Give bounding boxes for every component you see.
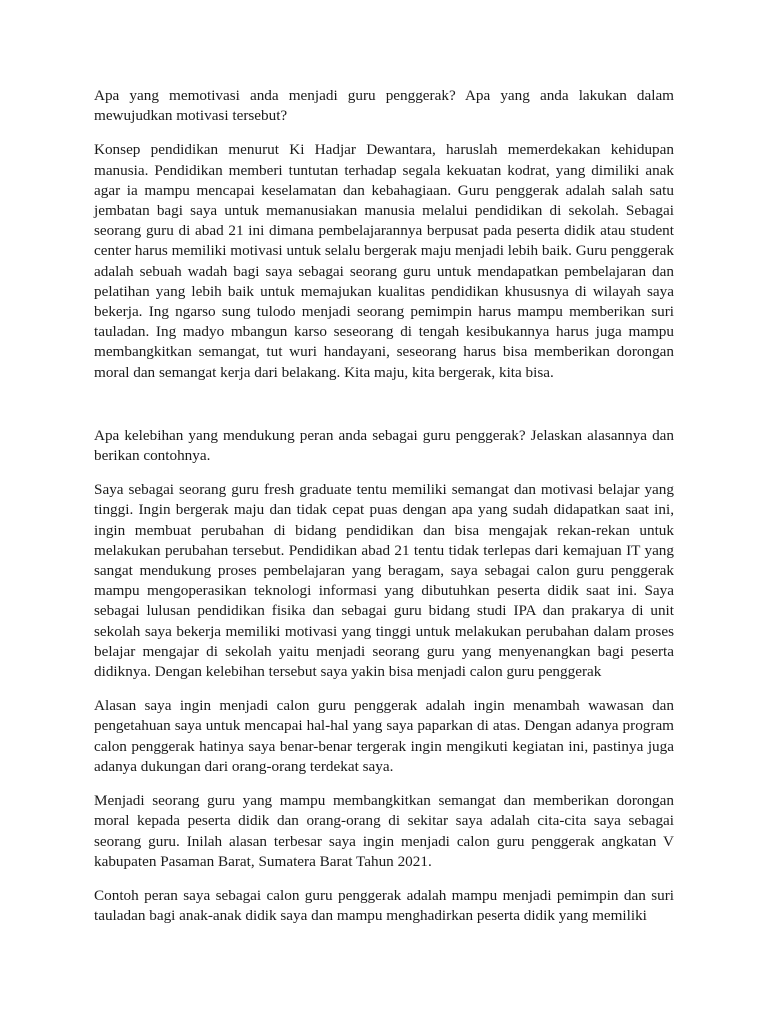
answer-2-paragraph-2: Alasan saya ingin menjadi calon guru penggerak adalah ingin menambah wawasan dan pengetahuan saya untuk mencapai hal-hal yang saya paparkan di atas. Dengan adanya program calon penggerak hatinya saya benar-benar tergerak ingin mengikuti kegiatan ini, pastinya juga adanya dukungan dari orang-orang terdekat saya.: [94, 697, 674, 775]
question-2: Apa kelebihan yang mendukung peran anda sebagai guru penggerak? Jelaskan alasannya dan berikan contohnya.: [94, 426, 674, 465]
section-spacer: [94, 397, 674, 426]
answer-2-paragraph-1: Saya sebagai seorang guru fresh graduate tentu memiliki semangat dan motivasi belajar yang tinggi. Ingin bergerak maju dan tidak cepat puas dengan apa yang sudah didapatkan saat ini, ingin membuat perubahan di bidang pendidikan dan bisa mengajak rekan-rekan untuk melakukan perubahan tersebut. Pendidikan abad 21 tentu tidak terlepas dari kemajuan IT yang sangat mendukung proses pembelajaran yang beragam, saya sebagai calon guru penggerak mampu mengoperasikan teknologi informasi yang dibutuhkan peserta didik saat ini. Saya sebagai lulusan pendidikan fisika dan sebagai guru bidang studi IPA dan prakarya di unit sekolah saya bekerja memiliki motivasi yang tinggi untuk melakukan perubahan dalam proses belajar mengajar di sekolah yaitu menjadi seorang guru yang menyenangkan bagi peserta didiknya. Dengan kelebihan tersebut saya yakin bisa menjadi calon guru penggerak: [94, 481, 674, 681]
question-1: Apa yang memotivasi anda menjadi guru penggerak? Apa yang anda lakukan dalam mewujudkan motivasi tersebut?: [94, 87, 674, 125]
answer-2-paragraph-4: Contoh peran saya sebagai calon guru penggerak adalah mampu menjadi pemimpin dan suri tauladan bagi anak-anak didik saya dan mampu menghadirkan peserta didik yang memiliki: [94, 886, 674, 925]
document-page: [94, 86, 674, 940]
answer-1: Konsep pendidikan menurut Ki Hadjar Dewantara, haruslah memerdekakan kehidupan manusia. Pendidikan memberi tuntutan terhadap segala kekuatan kodrat, yang dimiliki anak agar ia mampu mencapai keselamatan dan kebahagiaan. Guru penggerak adalah salah satu jembatan bagi saya untuk memanusiakan manusia melalui pendidikan di sekolah. Sebagai seorang guru di abad 21 ini dimana pembelajarannya berpusat pada peserta didik atau student center harus memiliki motivasi untuk selalu bergerak maju menjadi lebih baik. Guru penggerak adalah sebuah wadah bagi saya sebagai seorang guru untuk mendapatkan pembelajaran dan pelatihan yang lebih baik untuk memajukan kualitas pendidikan khususnya di wilayah saya bekerja. Ing ngarso sung tulodo menjadi seorang pemimpin harus mampu memberikan suri tauladan. Ing madyo mbangun karso seseorang di tengah kesibukannya harus juga mampu membangkitkan semangat, tut wuri handayani, seseorang harus bisa memberikan dorongan moral dan semangat kerja dari belakang. Kita maju, kita bergerak, kita bisa.: [94, 141, 674, 381]
answer-2-paragraph-3: Menjadi seorang guru yang mampu membangkitkan semangat dan memberikan dorongan moral kepada peserta didik dan orang-orang di sekitar saya adalah cita-cita saya sebagai seorang guru. Inilah alasan terbesar saya ingin menjadi calon guru penggerak angkatan V kabupaten Pasaman Barat, Sumatera Barat Tahun 2021.: [94, 792, 674, 870]
